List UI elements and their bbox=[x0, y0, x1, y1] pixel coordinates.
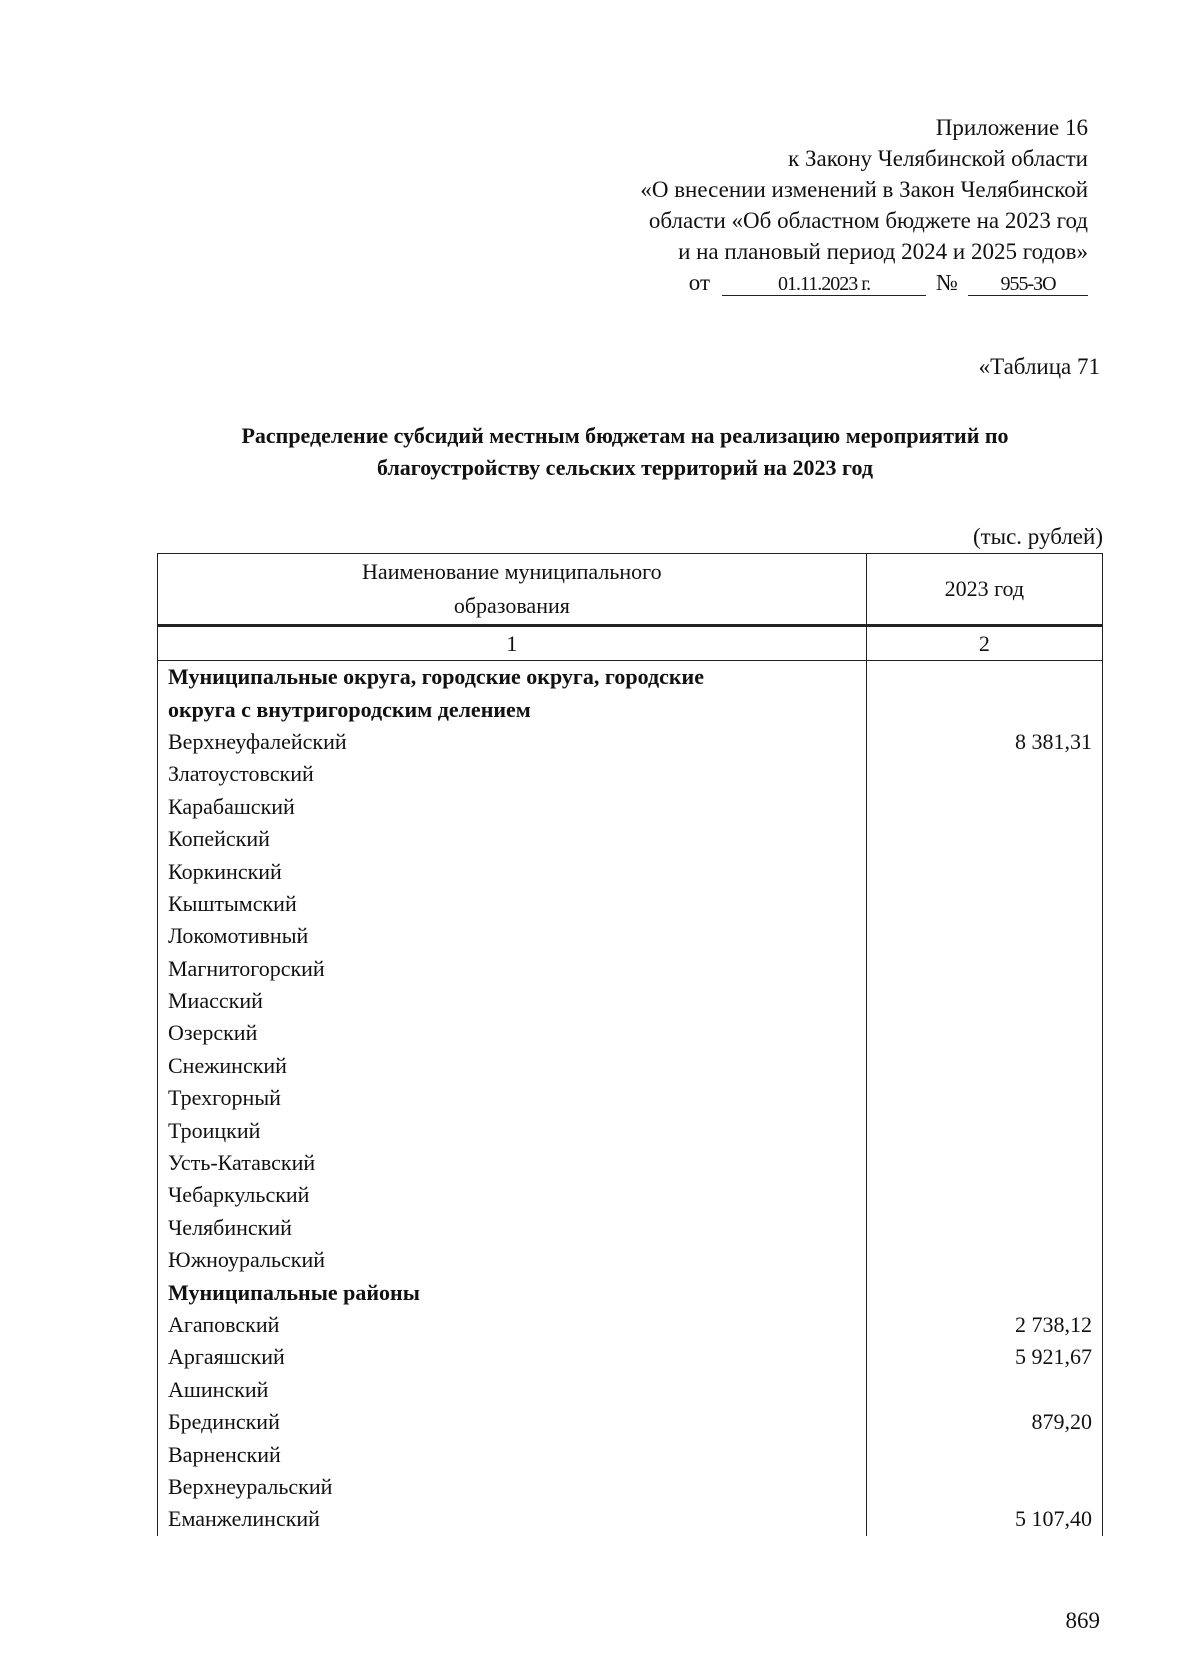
appendix-line: и на плановый период 2024 и 2025 годов» bbox=[678, 239, 1088, 264]
law-reference-line bbox=[640, 267, 1088, 298]
municipality-name: Усть-Катавский bbox=[158, 1147, 867, 1179]
document-title bbox=[150, 420, 1100, 484]
table-row bbox=[158, 1406, 1103, 1438]
municipality-name: Троицкий bbox=[158, 1114, 867, 1146]
title-line: Распределение субсидий местным бюджетам на реализацию мероприятий по bbox=[241, 423, 1009, 448]
subsidy-value bbox=[866, 758, 1102, 790]
table-row bbox=[158, 953, 1103, 985]
group-header-row bbox=[158, 693, 1103, 725]
group-header-districts: Муниципальные районы bbox=[158, 1276, 867, 1308]
table-row bbox=[158, 1309, 1103, 1341]
group-header-urban: Муниципальные округа, городские округа, городские bbox=[158, 661, 867, 694]
table-row bbox=[158, 1471, 1103, 1503]
table-row bbox=[158, 855, 1103, 887]
group-header-row bbox=[158, 661, 1103, 694]
subsidy-value bbox=[866, 791, 1102, 823]
subsidy-table bbox=[157, 553, 1103, 1536]
subsidy-value: 2 738,12 bbox=[866, 1309, 1102, 1341]
municipality-name: Снежинский bbox=[158, 1050, 867, 1082]
municipality-name: Копейский bbox=[158, 823, 867, 855]
municipality-name: Чебаркульский bbox=[158, 1179, 867, 1211]
municipality-name: Верхнеуфалейский bbox=[158, 726, 867, 758]
subsidy-value bbox=[866, 953, 1102, 985]
table-row bbox=[158, 1244, 1103, 1276]
municipality-name: Южноуральский bbox=[158, 1244, 867, 1276]
municipality-name: Варненский bbox=[158, 1438, 867, 1470]
appendix-line: области «Об областном бюджете на 2023 год bbox=[648, 208, 1088, 233]
municipality-name: Брединский bbox=[158, 1406, 867, 1438]
subsidy-value bbox=[866, 920, 1102, 952]
group-header-row bbox=[158, 1276, 1103, 1308]
column-index-row bbox=[158, 626, 1103, 661]
table-row bbox=[158, 823, 1103, 855]
subsidy-value bbox=[866, 1082, 1102, 1114]
table-row bbox=[158, 985, 1103, 1017]
table-row bbox=[158, 758, 1103, 790]
title-line: благоустройству сельских территорий на 2023 год bbox=[377, 455, 873, 480]
municipality-name: Озерский bbox=[158, 1017, 867, 1049]
header-municipality: Наименование муниципального образования bbox=[158, 554, 867, 626]
column-index-1: 1 bbox=[158, 626, 867, 661]
table-row bbox=[158, 1017, 1103, 1049]
table-row bbox=[158, 888, 1103, 920]
law-number: 955-ЗО bbox=[968, 273, 1088, 296]
table-row bbox=[158, 1147, 1103, 1179]
subsidy-value bbox=[866, 1050, 1102, 1082]
subsidy-value bbox=[866, 1438, 1102, 1470]
from-label: от bbox=[688, 270, 711, 295]
municipality-name: Кыштымский bbox=[158, 888, 867, 920]
law-date: 01.11.2023 г. bbox=[722, 273, 926, 296]
subsidy-value bbox=[866, 1017, 1102, 1049]
table-row bbox=[158, 1212, 1103, 1244]
subsidy-value bbox=[866, 1147, 1102, 1179]
units-label: (тыс. рублей) bbox=[972, 524, 1103, 549]
table-row bbox=[158, 726, 1103, 758]
subsidy-value: 5 107,40 bbox=[866, 1503, 1102, 1535]
municipality-name: Еманжелинский bbox=[158, 1503, 867, 1535]
table-row bbox=[158, 1179, 1103, 1211]
table-label: «Таблица 71 bbox=[978, 354, 1100, 379]
subsidy-value: 8 381,31 bbox=[866, 726, 1102, 758]
subsidy-value bbox=[866, 823, 1102, 855]
municipality-name: Карабашский bbox=[158, 791, 867, 823]
table-row bbox=[158, 1438, 1103, 1470]
appendix-line: Приложение 16 bbox=[935, 115, 1088, 140]
subsidy-value bbox=[866, 1374, 1102, 1406]
table-row bbox=[158, 920, 1103, 952]
municipality-name: Локомотивный bbox=[158, 920, 867, 952]
subsidy-value bbox=[866, 1471, 1102, 1503]
group-header-urban: округа с внутригородским делением bbox=[158, 693, 867, 725]
table-row bbox=[158, 1374, 1103, 1406]
appendix-line: к Закону Челябинской области bbox=[788, 146, 1088, 171]
municipality-name: Трехгорный bbox=[158, 1082, 867, 1114]
municipality-name: Ашинский bbox=[158, 1374, 867, 1406]
number-label: № bbox=[936, 270, 958, 295]
subsidy-value bbox=[866, 1244, 1102, 1276]
municipality-name: Коркинский bbox=[158, 855, 867, 887]
page-number: 869 bbox=[1065, 1608, 1100, 1633]
municipality-name: Златоустовский bbox=[158, 758, 867, 790]
appendix-line: «О внесении изменений в Закон Челябинской bbox=[640, 177, 1088, 202]
municipality-name: Миасский bbox=[158, 985, 867, 1017]
table-row bbox=[158, 791, 1103, 823]
municipality-name: Магнитогорский bbox=[158, 953, 867, 985]
subsidy-value bbox=[866, 1212, 1102, 1244]
table-row bbox=[158, 1341, 1103, 1373]
municipality-name: Аргаяшский bbox=[158, 1341, 867, 1373]
subsidy-value bbox=[866, 985, 1102, 1017]
municipality-name: Агаповский bbox=[158, 1309, 867, 1341]
municipality-name: Верхнеуральский bbox=[158, 1471, 867, 1503]
subsidy-value bbox=[866, 1114, 1102, 1146]
table-row bbox=[158, 1114, 1103, 1146]
subsidy-value: 879,20 bbox=[866, 1406, 1102, 1438]
subsidy-value bbox=[866, 1179, 1102, 1211]
table-header-row bbox=[158, 554, 1103, 626]
table-row bbox=[158, 1503, 1103, 1535]
appendix-block bbox=[640, 112, 1088, 298]
subsidy-value bbox=[866, 855, 1102, 887]
subsidy-value bbox=[866, 888, 1102, 920]
column-index-2: 2 bbox=[866, 626, 1102, 661]
table-row bbox=[158, 1082, 1103, 1114]
municipality-name: Челябинский bbox=[158, 1212, 867, 1244]
header-year: 2023 год bbox=[866, 554, 1102, 626]
table-row bbox=[158, 1050, 1103, 1082]
subsidy-value: 5 921,67 bbox=[866, 1341, 1102, 1373]
